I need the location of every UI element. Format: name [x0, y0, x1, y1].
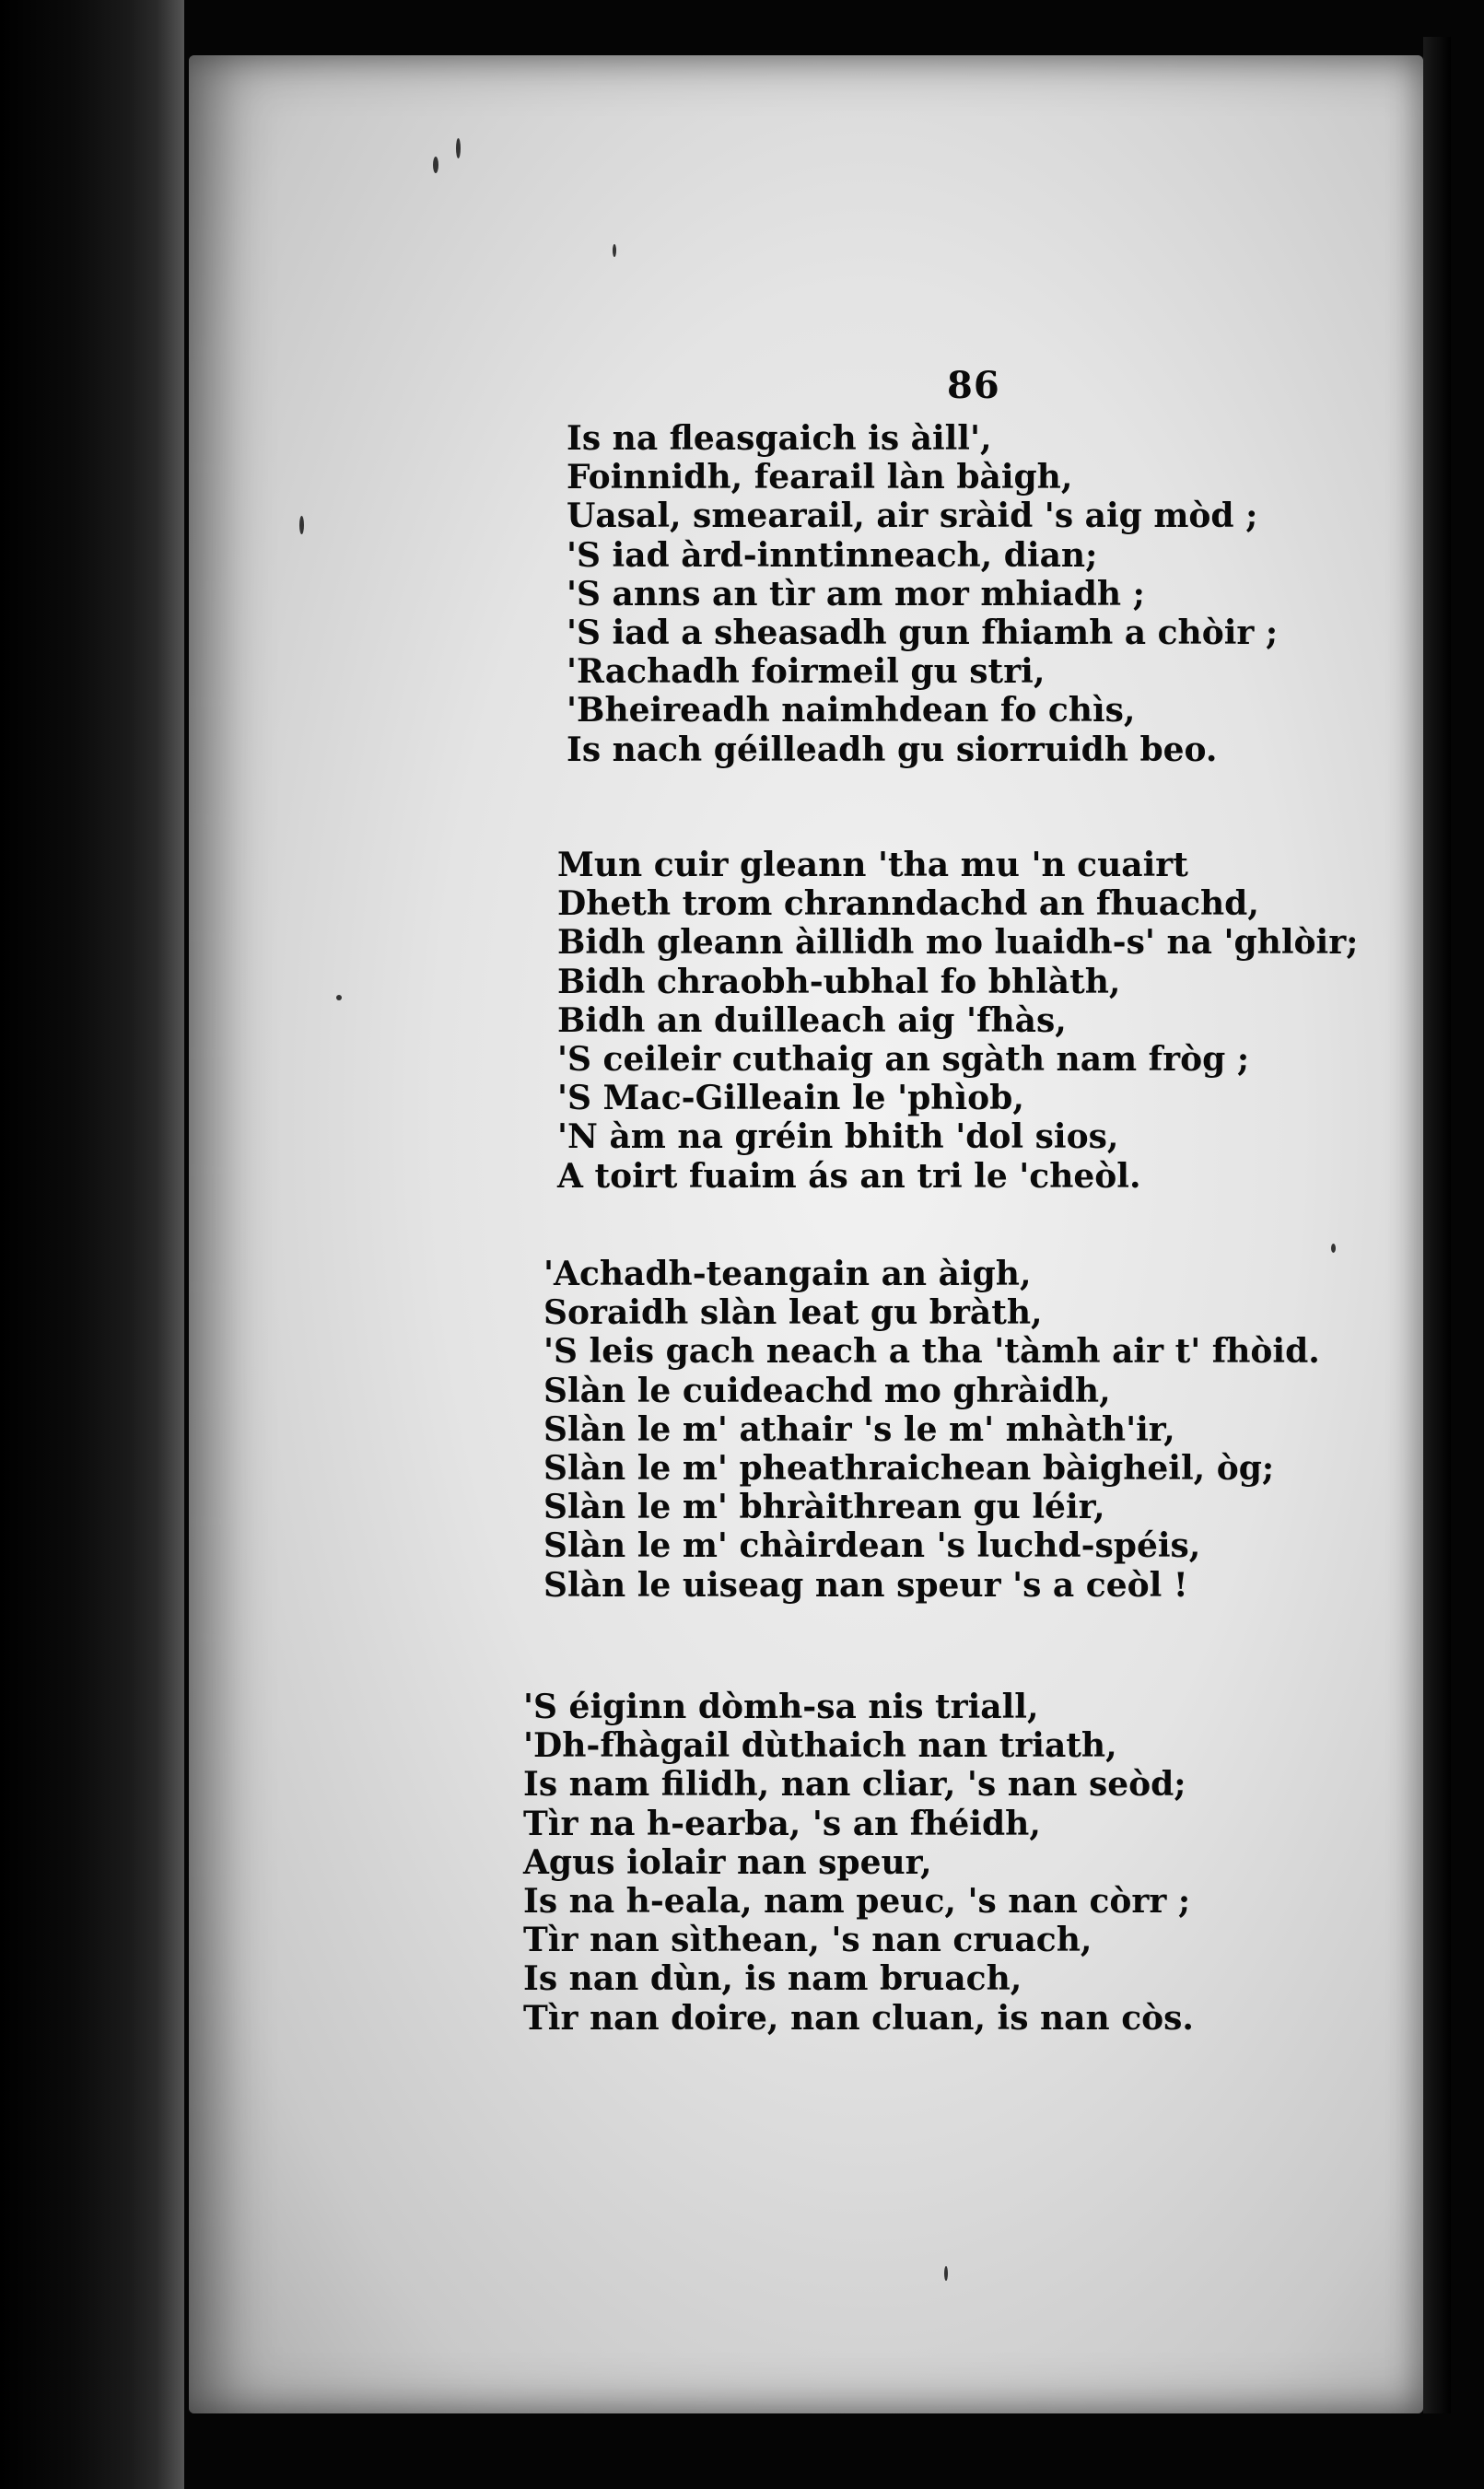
print-speck	[944, 2266, 948, 2281]
poem-line: Tìr na h-earba, 's an fhéidh,	[523, 1804, 1041, 1843]
poem-line: 'S Mac-Gilleain le 'phìob,	[557, 1079, 1024, 1118]
poem-line: 'S éiginn dòmh-sa nis triall,	[523, 1688, 1039, 1726]
poem-line: Soraidh slàn leat gu bràth,	[543, 1293, 1043, 1333]
poem-line: 'Dh-fhàgail dùthaich nan triath,	[523, 1726, 1117, 1766]
poem-line: Bidh gleann àillidh mo luaidh-s' na 'ghlòir;	[557, 923, 1359, 963]
poem-line: Slàn le m' athair 's le m' mhàth'ir,	[543, 1409, 1175, 1449]
print-speck	[299, 516, 304, 534]
poem-line: Slàn le uiseag nan speur 's a ceòl !	[543, 1565, 1188, 1605]
poem-line: 'S leis gach neach a tha 'tàmh air t' fhòid.	[543, 1332, 1320, 1372]
poem-line: Foinnidh, fearail làn bàigh,	[567, 458, 1073, 497]
poem-line: 'N àm na gréin bhith 'dol sios,	[557, 1117, 1119, 1157]
poem-line: 'S iad a sheasadh gun fhiamh a chòir ;	[567, 613, 1279, 652]
poem-line: Is na fleasgaich is àill',	[567, 419, 992, 458]
poem-line: Is nam filidh, nan cliar, 's nan seòd;	[523, 1765, 1186, 1805]
poem-line: Tìr nan sìthean, 's nan cruach,	[523, 1921, 1093, 1960]
print-speck	[336, 995, 342, 1000]
poem-line: Mun cuir gleann 'tha mu 'n cuairt	[557, 846, 1188, 884]
poem-line: Is nan dùn, is nam bruach,	[523, 1959, 1022, 1999]
page-paper	[189, 55, 1423, 2413]
poem-line: 'S ceileir cuthaig an sgàth nam fròg ;	[557, 1039, 1250, 1079]
poem-line: Agus iolair nan speur,	[523, 1842, 932, 1882]
poem-line: 'Bheireadh naimhdean fo chìs,	[567, 691, 1136, 730]
poem-line: Uasal, smearail, air sràid 's aig mòd ;	[567, 497, 1258, 536]
poem-line: Slàn le m' chàirdean 's luchd-spéis,	[543, 1526, 1201, 1566]
poem-stanza	[543, 1255, 1320, 1605]
poem-line: Tìr nan doire, nan cluan, is nan còs.	[523, 1998, 1194, 2038]
print-speck	[613, 244, 616, 257]
poem-line: 'Achadh-teangain an àigh,	[543, 1255, 1032, 1293]
poem-line: Slàn le m' pheathraichean bàigheil, òg;	[543, 1448, 1275, 1488]
poem-stanza	[523, 1688, 1194, 2038]
page-number: 86	[947, 364, 1000, 407]
print-speck	[456, 138, 461, 158]
poem-line: Is na h-eala, nam peuc, 's nan còrr ;	[523, 1881, 1191, 1921]
page-edge	[1423, 37, 1451, 2413]
print-speck	[1331, 1244, 1336, 1253]
poem-line: Is nach géilleadh gu siorruidh beo.	[567, 730, 1218, 769]
poem-line: Dheth trom chranndachd an fhuachd,	[557, 884, 1259, 924]
poem-stanza	[557, 846, 1358, 1196]
poem-line: Slàn le m' bhràithrean gu léir,	[543, 1488, 1105, 1527]
poem-line: 'S iad àrd-inntinneach, dian;	[567, 535, 1098, 575]
poem-line: Bidh an duilleach aig 'fhàs,	[557, 1000, 1067, 1040]
print-speck	[433, 157, 438, 173]
poem-line: 'S anns an tìr am mor mhiadh ;	[567, 574, 1145, 613]
book-spine	[0, 0, 184, 2489]
poem-stanza	[567, 419, 1278, 769]
poem-line: A toirt fuaim ás an tri le 'cheòl.	[557, 1156, 1141, 1196]
poem-line: Slàn le cuideachd mo ghràidh,	[543, 1371, 1111, 1410]
poem-line: Bidh chraobh-ubhal fo bhlàth,	[557, 962, 1121, 1001]
poem-line: 'Rachadh foirmeil gu stri,	[567, 652, 1046, 692]
